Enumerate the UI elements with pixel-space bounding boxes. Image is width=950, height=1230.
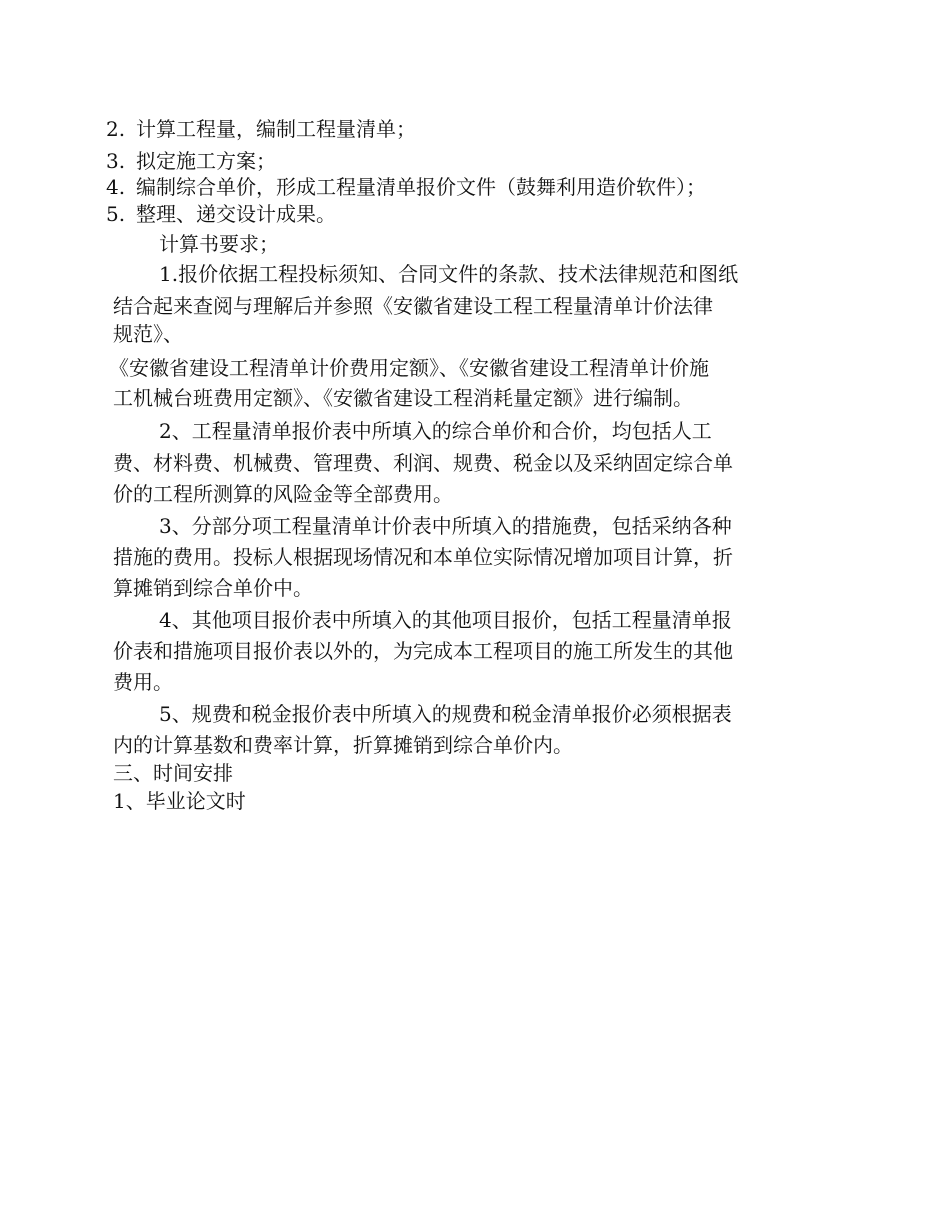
schedule-item: 1、毕业论文时 <box>113 789 246 813</box>
step-text: 拟定施工方案； <box>136 149 276 173</box>
requirement-3-line: 措施的费用。投标人根据现场情况和本单位实际情况增加项目计算，折 <box>113 545 733 569</box>
step-text: 计算工程量，编制工程量清单； <box>136 117 416 141</box>
requirement-1-line: 工机械台班费用定额》、《安徽省建设工程消耗量定额》进行编制。 <box>113 386 693 410</box>
requirement-1-line: 规范》、 <box>113 322 183 346</box>
step-item <box>106 116 416 142</box>
calc-requirements-heading: 计算书要求； <box>159 232 279 256</box>
step-item <box>106 174 706 200</box>
requirement-2-line: 价的工程所测算的风险金等全部费用。 <box>113 482 453 506</box>
step-text: 编制综合单价，形成工程量清单报价文件（鼓舞利用造价软件）； <box>136 175 706 199</box>
requirement-2-line: 费、材料费、机械费、管理费、利润、规费、税金以及采纳固定综合单 <box>113 451 733 475</box>
step-number: 2. <box>106 117 126 141</box>
requirement-4-line: 费用。 <box>113 670 173 694</box>
requirement-4-line: 价表和措施项目报价表以外的，为完成本工程项目的施工所发生的其他 <box>113 639 733 663</box>
step-number: 4. <box>106 175 126 199</box>
step-item <box>106 148 276 174</box>
requirement-3-line: 算摊销到综合单价中。 <box>113 576 313 600</box>
requirement-2-line: 2、工程量清单报价表中所填入的综合单价和合价，均包括人工 <box>159 419 712 443</box>
requirement-1-line: 《安徽省建设工程清单计价费用定额》、《安徽省建设工程清单计价施 <box>109 356 709 380</box>
step-number: 3. <box>106 149 126 173</box>
requirement-5-line: 5、规费和税金报价表中所填入的规费和税金清单报价必须根据表 <box>159 702 732 726</box>
requirement-1-line: 结合起来查阅与理解后并参照《安徽省建设工程工程量清单计价法律 <box>113 294 713 318</box>
step-text: 整理、递交设计成果。 <box>136 202 336 226</box>
requirement-3-line: 3、分部分项工程量清单计价表中所填入的措施费，包括采纳各种 <box>159 514 732 538</box>
section-heading-schedule: 三、时间安排 <box>113 761 233 785</box>
requirement-4-line: 4、其他项目报价表中所填入的其他项目报价，包括工程量清单报 <box>159 608 732 632</box>
step-item <box>106 201 336 227</box>
step-number: 5. <box>106 202 126 226</box>
requirement-5-line: 内的计算基数和费率计算，折算摊销到综合单价内。 <box>113 733 573 757</box>
requirement-1-line: 1.报价依据工程投标须知、合同文件的条款、技术法律规范和图纸 <box>159 262 739 286</box>
